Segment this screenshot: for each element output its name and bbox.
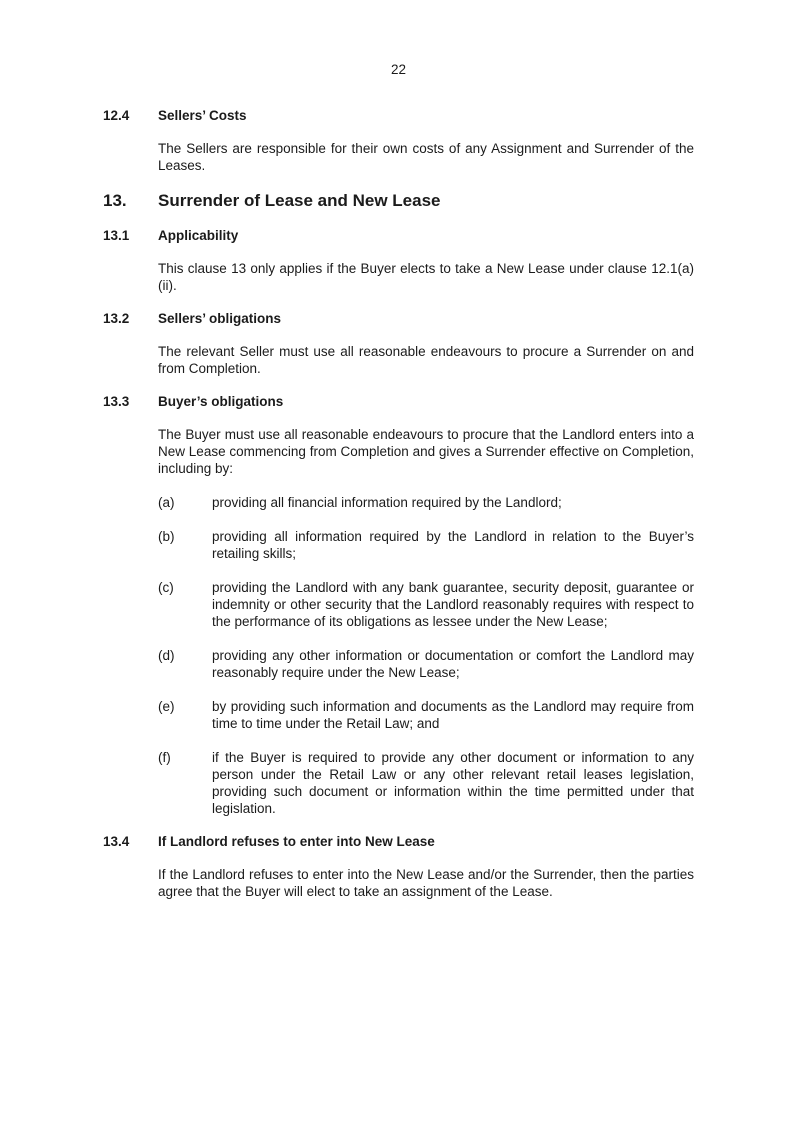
list-item-f — [158, 749, 694, 817]
list-item-label: (b) — [158, 529, 175, 544]
list-item-a — [158, 494, 694, 511]
clause-13-4 — [103, 834, 694, 900]
list-item-label: (f) — [158, 750, 171, 765]
list-item-text: providing all financial information required by the Landlord; — [212, 495, 562, 510]
section-heading: Surrender of Lease and New Lease — [158, 191, 441, 210]
clause-heading: Sellers’ Costs — [158, 108, 247, 123]
clause-number: 13.2 — [103, 311, 130, 326]
list-item-label: (e) — [158, 699, 175, 714]
list-item-label: (d) — [158, 648, 175, 663]
clause-number: 12.4 — [103, 108, 130, 123]
list-item-text: providing all information required by the Landlord in relation to the Buyer’s retailing skills; — [212, 529, 694, 561]
clause-heading: Applicability — [158, 228, 239, 243]
clause-number: 13.1 — [103, 228, 130, 243]
page-number: 22 — [390, 62, 407, 77]
clause-number: 13.4 — [103, 834, 130, 849]
list-item-label: (a) — [158, 495, 175, 510]
list-item-text: providing the Landlord with any bank guarantee, security deposit, guarantee or indemnity or other security that the Landlord reasonably requires with respect to the performance of its obligations as lessee under the New Lease; — [212, 580, 694, 629]
paragraph: The Buyer must use all reasonable endeavours to procure that the Landlord enters into a New Lease commencing from Completion and gives a Surrender effective on Completion, including by: — [158, 427, 694, 476]
section-13 — [103, 191, 694, 211]
clause-13-3 — [103, 394, 694, 817]
section-number: 13. — [103, 191, 127, 210]
list-item-d — [158, 647, 694, 681]
list-item-text: if the Buyer is required to provide any other document or information to any person under the Retail Law or any other relevant retail leases legislation, providing such document or information within the time permitted under that legislation. — [212, 750, 694, 816]
clause-heading: Buyer’s obligations — [158, 394, 284, 409]
clause-13-2 — [103, 311, 694, 377]
clause-number: 13.3 — [103, 394, 130, 409]
clause-heading: If Landlord refuses to enter into New Lease — [158, 834, 435, 849]
clause-13-1 — [103, 228, 694, 294]
clause-12-4 — [103, 108, 694, 174]
paragraph: The Sellers are responsible for their own costs of any Assignment and Surrender of the Leases. — [158, 141, 694, 173]
paragraph: If the Landlord refuses to enter into the New Lease and/or the Surrender, then the parties agree that the Buyer will elect to take an assignment of the Lease. — [158, 867, 694, 899]
list-item-e — [158, 698, 694, 732]
paragraph: The relevant Seller must use all reasonable endeavours to procure a Surrender on and from Completion. — [158, 344, 694, 376]
list-item-text: providing any other information or documentation or comfort the Landlord may reasonably require under the New Lease; — [212, 648, 694, 680]
clause-heading: Sellers’ obligations — [158, 311, 282, 326]
paragraph: This clause 13 only applies if the Buyer elects to take a New Lease under clause 12.1(a)(ii). — [158, 261, 694, 293]
list-item-b — [158, 528, 694, 562]
list-item-text: by providing such information and documents as the Landlord may require from time to time under the Retail Law; and — [212, 699, 694, 731]
list-item-c — [158, 579, 694, 630]
list-item-label: (c) — [158, 580, 174, 595]
